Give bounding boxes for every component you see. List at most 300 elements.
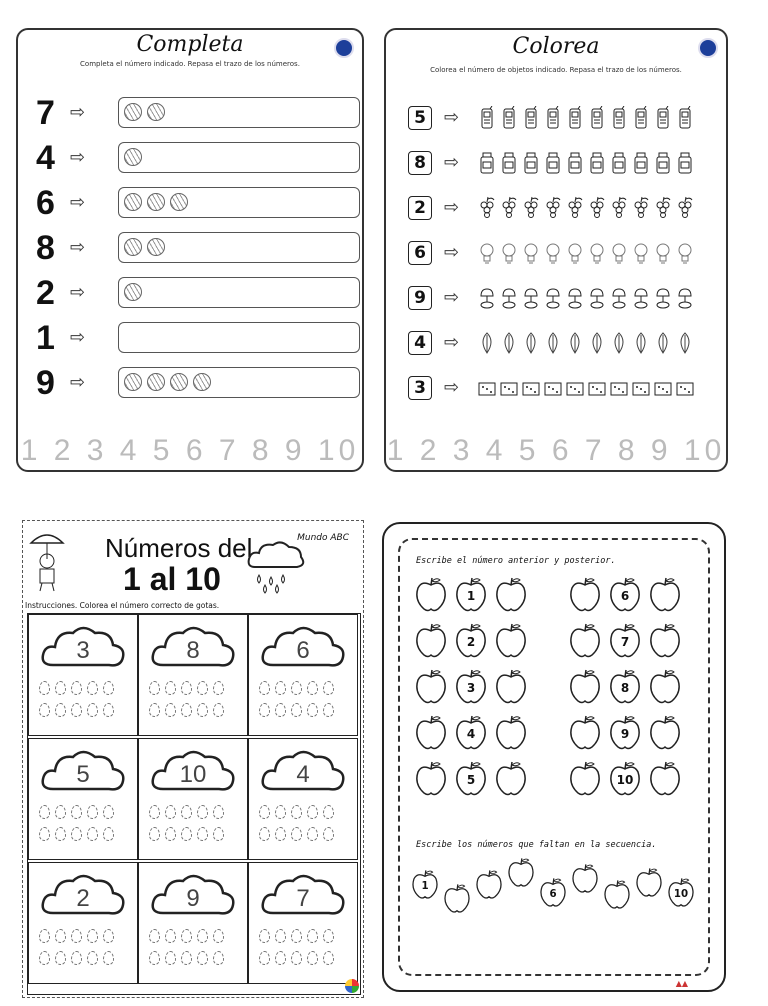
object-row — [478, 286, 694, 312]
drop-icon[interactable] — [39, 951, 50, 965]
apple-number: 1 — [421, 879, 429, 892]
dice-icon[interactable] — [500, 376, 518, 400]
drop-icon[interactable] — [103, 951, 114, 965]
cloud-number: 9 — [186, 885, 200, 912]
blank-apple[interactable] — [414, 714, 448, 750]
colorea-row — [408, 331, 718, 359]
cloud-number: 10 — [179, 761, 207, 788]
cloud-number: 4 — [296, 761, 310, 788]
drop-icon[interactable] — [181, 929, 192, 943]
drop-icon[interactable] — [213, 929, 224, 943]
cloud-icon — [259, 745, 347, 797]
grapes-icon[interactable] — [478, 196, 496, 220]
drop-row — [149, 827, 245, 841]
numbered-apple — [608, 668, 642, 704]
phone-icon[interactable] — [478, 106, 496, 130]
arrow-right-icon: ⇨ — [444, 332, 460, 353]
colorea-row — [408, 241, 718, 269]
phone-icon[interactable] — [654, 106, 672, 130]
completa-row — [36, 366, 346, 400]
drop-icon[interactable] — [275, 929, 286, 943]
drop-row — [149, 805, 245, 819]
drop-icon[interactable] — [259, 703, 270, 717]
arrow-right-icon: ⇨ — [444, 197, 460, 218]
drop-icon[interactable] — [197, 681, 208, 695]
answer-box[interactable] — [118, 367, 360, 398]
answer-box[interactable] — [118, 232, 360, 263]
drop-icon[interactable] — [197, 703, 208, 717]
drop-icon[interactable] — [103, 681, 114, 695]
phone-icon[interactable] — [610, 106, 628, 130]
drop-icon[interactable] — [39, 681, 50, 695]
drop-icon[interactable] — [55, 805, 66, 819]
ball-icon — [124, 283, 142, 301]
drop-row — [39, 805, 135, 819]
sheet2-title: Colorea — [512, 34, 600, 59]
object-row — [478, 106, 694, 132]
blank-apple[interactable] — [494, 622, 528, 658]
drop-icon[interactable] — [181, 805, 192, 819]
drop-icon[interactable] — [71, 703, 82, 717]
blank-apple[interactable] — [414, 576, 448, 612]
cloud-number: 6 — [296, 637, 310, 664]
drop-row — [259, 703, 355, 717]
drop-icon[interactable] — [103, 703, 114, 717]
drop-icon[interactable] — [71, 827, 82, 841]
lightbulb-icon[interactable] — [500, 241, 518, 265]
drop-icon[interactable] — [307, 951, 318, 965]
drop-icon[interactable] — [165, 951, 176, 965]
drop-row — [39, 703, 135, 717]
lightbulb-icon[interactable] — [478, 241, 496, 265]
drop-row — [39, 681, 135, 695]
drop-icon[interactable] — [181, 951, 192, 965]
drop-icon[interactable] — [307, 681, 318, 695]
blank-apple[interactable] — [648, 760, 682, 796]
lamp-icon[interactable] — [610, 286, 628, 310]
object-row — [478, 151, 694, 177]
row-number: 7 — [36, 94, 55, 132]
drop-icon[interactable] — [87, 703, 98, 717]
cloud-cell — [248, 614, 358, 736]
dice-icon[interactable] — [654, 376, 672, 400]
jar-icon[interactable] — [500, 151, 518, 175]
phone-icon[interactable] — [544, 106, 562, 130]
ball-icon — [170, 373, 188, 391]
numbered-apple — [454, 714, 488, 750]
blank-apple[interactable] — [414, 622, 448, 658]
drop-icon[interactable] — [323, 827, 334, 841]
cloud-cell — [28, 738, 138, 860]
drop-icon[interactable] — [197, 805, 208, 819]
dice-icon[interactable] — [478, 376, 496, 400]
drop-row — [149, 951, 245, 965]
sheet4-instruction2: Escribe los números que faltan en la secuencia. — [416, 840, 657, 850]
jar-icon[interactable] — [632, 151, 650, 175]
jar-icon[interactable] — [478, 151, 496, 175]
drop-icon[interactable] — [149, 703, 160, 717]
drop-icon[interactable] — [259, 805, 270, 819]
grapes-icon[interactable] — [610, 196, 628, 220]
drop-icon[interactable] — [87, 805, 98, 819]
phone-icon[interactable] — [632, 106, 650, 130]
dice-icon[interactable] — [522, 376, 540, 400]
drop-icon[interactable] — [197, 827, 208, 841]
arrow-right-icon: ⇨ — [70, 192, 86, 213]
dice-icon[interactable] — [610, 376, 628, 400]
leaf-icon[interactable] — [588, 331, 606, 355]
completa-row — [36, 321, 346, 355]
blank-apple[interactable] — [568, 576, 602, 612]
blank-apple[interactable] — [414, 760, 448, 796]
cloud-number: 5 — [76, 761, 90, 788]
row-number-box: 3 — [408, 376, 432, 400]
phone-icon[interactable] — [676, 106, 694, 130]
blank-apple[interactable] — [568, 714, 602, 750]
apple-number: 6 — [549, 887, 557, 900]
drop-icon[interactable] — [213, 805, 224, 819]
lamp-icon[interactable] — [544, 286, 562, 310]
blank-apple[interactable] — [648, 622, 682, 658]
drop-row — [259, 681, 355, 695]
lightbulb-icon[interactable] — [610, 241, 628, 265]
phone-icon[interactable] — [522, 106, 540, 130]
phone-icon[interactable] — [500, 106, 518, 130]
drop-icon[interactable] — [39, 703, 50, 717]
drop-icon[interactable] — [275, 681, 286, 695]
drop-icon[interactable] — [55, 703, 66, 717]
arrow-right-icon: ⇨ — [444, 107, 460, 128]
drop-icon[interactable] — [259, 951, 270, 965]
leaf-icon[interactable] — [500, 331, 518, 355]
row-number: 4 — [36, 139, 55, 177]
drop-icon[interactable] — [275, 805, 286, 819]
grapes-icon[interactable] — [500, 196, 518, 220]
cloud-icon — [149, 869, 237, 921]
leaf-icon[interactable] — [478, 331, 496, 355]
drop-row — [259, 951, 355, 965]
drop-icon[interactable] — [291, 929, 302, 943]
answer-box[interactable] — [118, 277, 360, 308]
brand-label: Mundo ABC — [297, 533, 349, 543]
sheet1-title: Completa — [136, 32, 244, 57]
jar-icon[interactable] — [654, 151, 672, 175]
row-number: 1 — [36, 319, 55, 357]
leaf-icon[interactable] — [544, 331, 562, 355]
apple-number: 4 — [466, 727, 476, 741]
leaf-icon[interactable] — [654, 331, 672, 355]
drop-icon[interactable] — [55, 951, 66, 965]
blank-apple[interactable] — [568, 760, 602, 796]
drop-icon[interactable] — [55, 929, 66, 943]
drop-icon[interactable] — [165, 805, 176, 819]
grapes-icon[interactable] — [522, 196, 540, 220]
jar-icon[interactable] — [522, 151, 540, 175]
lamp-icon[interactable] — [654, 286, 672, 310]
blank-apple[interactable] — [475, 869, 504, 900]
grapes-icon[interactable] — [676, 196, 694, 220]
jar-icon[interactable] — [588, 151, 606, 175]
cloud-number: 8 — [186, 637, 200, 664]
lightbulb-icon[interactable] — [654, 241, 672, 265]
drop-icon[interactable] — [71, 951, 82, 965]
dice-icon[interactable] — [676, 376, 694, 400]
drop-icon[interactable] — [149, 805, 160, 819]
sheet3-title-line2: 1 al 10 — [123, 561, 221, 597]
blank-apple[interactable] — [494, 714, 528, 750]
apple-number: 8 — [620, 681, 630, 695]
completa-row — [36, 141, 346, 175]
blank-apple[interactable] — [507, 857, 536, 888]
drop-icon[interactable] — [87, 951, 98, 965]
colorea-row — [408, 196, 718, 224]
blank-apple[interactable] — [648, 714, 682, 750]
leaf-icon[interactable] — [632, 331, 650, 355]
phone-icon[interactable] — [566, 106, 584, 130]
grapes-icon[interactable] — [544, 196, 562, 220]
drop-icon[interactable] — [291, 805, 302, 819]
drop-icon[interactable] — [103, 805, 114, 819]
jar-icon[interactable] — [676, 151, 694, 175]
numbered-apple — [454, 622, 488, 658]
drop-icon[interactable] — [323, 681, 334, 695]
drop-icon[interactable] — [323, 951, 334, 965]
ball-icon — [147, 193, 165, 211]
row-number-box: 6 — [408, 241, 432, 265]
drop-icon[interactable] — [259, 929, 270, 943]
numbered-apple — [608, 576, 642, 612]
numbered-apple — [608, 714, 642, 750]
cloud-cell — [28, 862, 138, 984]
leaf-icon[interactable] — [522, 331, 540, 355]
drop-icon[interactable] — [87, 827, 98, 841]
drop-icon[interactable] — [165, 827, 176, 841]
drop-icon[interactable] — [213, 951, 224, 965]
blank-apple[interactable] — [494, 760, 528, 796]
lightbulb-icon[interactable] — [676, 241, 694, 265]
dice-icon[interactable] — [566, 376, 584, 400]
sheet2-trace-numbers: 1 2 3 4 5 6 7 8 9 10 — [386, 434, 726, 467]
sheet4-instruction1: Escribe el número anterior y posterior. — [416, 556, 616, 566]
blank-apple[interactable] — [494, 668, 528, 704]
cloud-number: 3 — [76, 637, 90, 664]
jar-icon[interactable] — [544, 151, 562, 175]
cloud-icon — [39, 745, 127, 797]
drop-icon[interactable] — [213, 681, 224, 695]
drop-icon[interactable] — [323, 703, 334, 717]
drop-icon[interactable] — [165, 929, 176, 943]
drop-icon[interactable] — [323, 929, 334, 943]
drop-icon[interactable] — [39, 827, 50, 841]
drop-icon[interactable] — [71, 805, 82, 819]
drop-icon[interactable] — [103, 929, 114, 943]
drop-icon[interactable] — [323, 805, 334, 819]
lamp-icon[interactable] — [522, 286, 540, 310]
drop-icon[interactable] — [197, 951, 208, 965]
rain-cloud-icon — [245, 537, 307, 595]
logo-icon — [334, 38, 354, 58]
drop-row — [259, 805, 355, 819]
worksheet-anterior-posterior — [382, 522, 726, 992]
completa-row — [36, 276, 346, 310]
drop-icon[interactable] — [181, 703, 192, 717]
drop-row — [39, 929, 135, 943]
drop-icon[interactable] — [291, 703, 302, 717]
blank-apple[interactable] — [648, 576, 682, 612]
row-number-box: 8 — [408, 151, 432, 175]
arrow-right-icon: ⇨ — [70, 282, 86, 303]
colorea-row — [408, 106, 718, 134]
leaf-icon[interactable] — [610, 331, 628, 355]
numbered-apple — [454, 576, 488, 612]
answer-box[interactable] — [118, 97, 360, 128]
phone-icon[interactable] — [588, 106, 606, 130]
answer-box[interactable] — [118, 187, 360, 218]
lamp-icon[interactable] — [676, 286, 694, 310]
drop-icon[interactable] — [291, 951, 302, 965]
sheet3-title-line1: Números del — [105, 533, 253, 563]
lamp-icon[interactable] — [478, 286, 496, 310]
drop-icon[interactable] — [149, 951, 160, 965]
numbered-apple — [608, 622, 642, 658]
drop-icon[interactable] — [87, 929, 98, 943]
cloud-cell — [138, 738, 248, 860]
blank-apple[interactable] — [571, 863, 600, 894]
blank-apple[interactable] — [494, 576, 528, 612]
drop-icon[interactable] — [165, 681, 176, 695]
completa-row — [36, 96, 346, 130]
ball-icon — [124, 103, 142, 121]
row-number-box: 9 — [408, 286, 432, 310]
drop-icon[interactable] — [71, 929, 82, 943]
drop-icon[interactable] — [149, 929, 160, 943]
drop-icon[interactable] — [103, 827, 114, 841]
drop-row — [39, 951, 135, 965]
object-row — [478, 241, 694, 267]
completa-row — [36, 231, 346, 265]
answer-box[interactable] — [118, 322, 360, 353]
drop-icon[interactable] — [39, 929, 50, 943]
arrow-right-icon: ⇨ — [444, 242, 460, 263]
lamp-icon[interactable] — [566, 286, 584, 310]
colorea-row — [408, 286, 718, 314]
drop-icon[interactable] — [291, 681, 302, 695]
jar-icon[interactable] — [610, 151, 628, 175]
lamp-icon[interactable] — [632, 286, 650, 310]
drop-icon[interactable] — [149, 827, 160, 841]
drop-icon[interactable] — [213, 827, 224, 841]
drop-icon[interactable] — [275, 703, 286, 717]
lightbulb-icon[interactable] — [544, 241, 562, 265]
dice-icon[interactable] — [588, 376, 606, 400]
drop-row — [259, 827, 355, 841]
numbered-apple — [411, 869, 440, 900]
drop-icon[interactable] — [259, 681, 270, 695]
drop-icon[interactable] — [275, 951, 286, 965]
apple-number: 5 — [466, 773, 476, 787]
row-number: 8 — [36, 229, 55, 267]
blank-apple[interactable] — [568, 668, 602, 704]
drop-icon[interactable] — [213, 703, 224, 717]
blank-apple[interactable] — [603, 879, 632, 910]
blank-apple[interactable] — [568, 622, 602, 658]
leaf-icon[interactable] — [676, 331, 694, 355]
drop-icon[interactable] — [149, 681, 160, 695]
apple-number: 9 — [620, 727, 630, 741]
lamp-icon[interactable] — [588, 286, 606, 310]
globe-icon — [345, 979, 359, 993]
grapes-icon[interactable] — [566, 196, 584, 220]
lamp-icon[interactable] — [500, 286, 518, 310]
sheet2-instructions: Colorea el número de objetos indicado. Repasa el trazo de los números. — [430, 66, 682, 74]
lightbulb-icon[interactable] — [632, 241, 650, 265]
brand-logo-icon: ▲▲ — [675, 979, 688, 988]
drop-icon[interactable] — [87, 681, 98, 695]
drop-icon[interactable] — [181, 827, 192, 841]
apple-number: 2 — [466, 635, 476, 649]
cloud-grid — [27, 613, 361, 995]
leaf-icon[interactable] — [566, 331, 584, 355]
arrow-right-icon: ⇨ — [70, 327, 86, 348]
drop-icon[interactable] — [197, 929, 208, 943]
drop-icon[interactable] — [259, 827, 270, 841]
grapes-icon[interactable] — [654, 196, 672, 220]
cloud-icon — [149, 745, 237, 797]
blank-apple[interactable] — [443, 883, 472, 914]
kid-umbrella-icon — [27, 529, 67, 593]
drop-icon[interactable] — [39, 805, 50, 819]
blank-apple[interactable] — [648, 668, 682, 704]
ball-icon — [193, 373, 211, 391]
drop-icon[interactable] — [165, 703, 176, 717]
dice-icon[interactable] — [544, 376, 562, 400]
colorea-row — [408, 151, 718, 179]
numbered-apple — [454, 760, 488, 796]
drop-icon[interactable] — [291, 827, 302, 841]
drop-icon[interactable] — [55, 827, 66, 841]
sheet1-instructions: Completa el número indicado. Repasa el trazo de los números. — [80, 60, 300, 68]
drop-icon[interactable] — [275, 827, 286, 841]
apple-number: 6 — [620, 589, 630, 603]
object-row — [478, 376, 694, 402]
drop-icon[interactable] — [307, 827, 318, 841]
cloud-cell — [28, 614, 138, 736]
drop-icon[interactable] — [307, 805, 318, 819]
grapes-icon[interactable] — [588, 196, 606, 220]
drop-icon[interactable] — [181, 681, 192, 695]
apple-number: 10 — [616, 773, 634, 787]
lightbulb-icon[interactable] — [522, 241, 540, 265]
ball-icon — [170, 193, 188, 211]
cloud-number: 2 — [76, 885, 90, 912]
blank-apple[interactable] — [414, 668, 448, 704]
arrow-right-icon: ⇨ — [70, 102, 86, 123]
completa-row — [36, 186, 346, 220]
answer-box[interactable] — [118, 142, 360, 173]
jar-icon[interactable] — [566, 151, 584, 175]
sheet1-trace-numbers: 1 2 3 4 5 6 7 8 9 10 — [20, 434, 360, 467]
drop-icon[interactable] — [307, 929, 318, 943]
drop-row — [39, 827, 135, 841]
dice-icon[interactable] — [632, 376, 650, 400]
drop-icon[interactable] — [55, 681, 66, 695]
drop-icon[interactable] — [71, 681, 82, 695]
grapes-icon[interactable] — [632, 196, 650, 220]
lightbulb-icon[interactable] — [566, 241, 584, 265]
blank-apple[interactable] — [635, 867, 664, 898]
drop-icon[interactable] — [307, 703, 318, 717]
lightbulb-icon[interactable] — [588, 241, 606, 265]
